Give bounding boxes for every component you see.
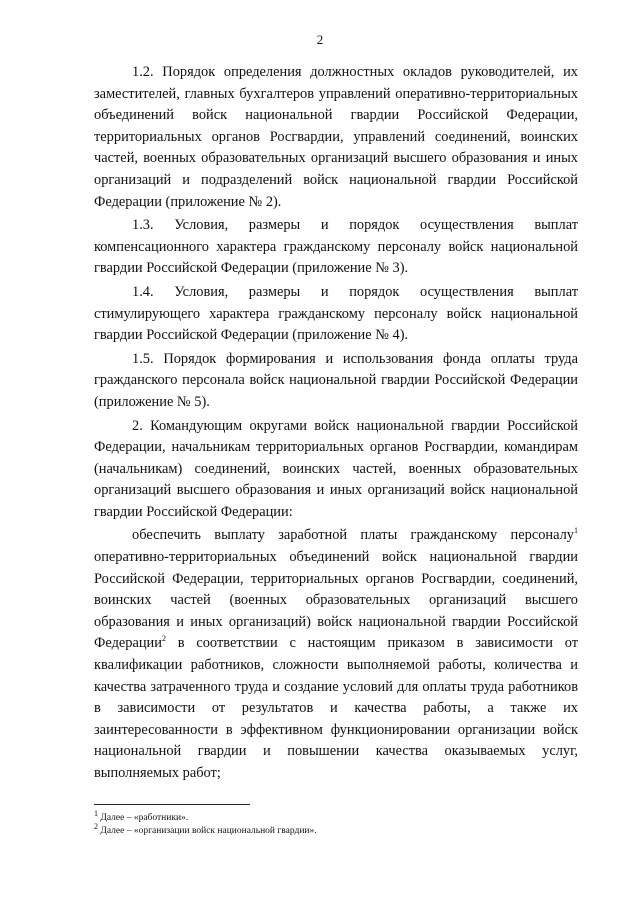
footnote-2	[94, 821, 578, 838]
footnote-mark: 2	[94, 821, 98, 831]
footnote-text: Далее – «организации войск национальной гвардии».	[98, 825, 317, 836]
footnote-ref-1: 1	[574, 526, 578, 536]
document-body	[94, 62, 578, 785]
footnote-separator	[94, 804, 250, 805]
page-number: 2	[316, 32, 324, 47]
footnote-1	[94, 808, 578, 825]
paragraph-provide-salary	[94, 525, 578, 784]
paragraph-1-3: 1.3. Условия, размеры и порядок осуществления выплат компенсационного характера гражданскому персоналу войск национальной гвардии Российской Федерации (приложение № 3).	[94, 217, 578, 277]
footnotes	[94, 808, 578, 837]
footnote-mark: 1	[94, 808, 98, 818]
paragraph-text-part-3: в соответствии с настоящим приказом в зависимости от квалификации работников, сложности выполняемой работы, количества и качества затраченного труда и создание условий для оплаты труда работников в зависимости от результатов и качества работы, а также их заинтересованности в эффективном функционировании организации войск национальной гвардии и повышении качества оказываемых услуг, выполняемых работ;	[94, 635, 578, 781]
paragraph-1-5: 1.5. Порядок формирования и использования фонда оплаты труда гражданского персонала войск национальной гвардии Российской Федерации (приложение № 5).	[94, 350, 578, 410]
footnote-text: Далее – «работники».	[98, 813, 189, 823]
paragraph-text-part-1: обеспечить выплату заработной платы гражданскому персоналу	[132, 527, 574, 544]
paragraph-1-2: 1.2. Порядок определения должностных окладов руководителей, их заместителей, главных бухгалтеров управлений оперативно-территориальных объединений войск национальной гвардии Российской Федерации, территориальных органов Росгвардии, управлений соединений, воинских частей, военных образовательных организаций высшего образования и иных организаций и подразделений войск национальной гвардии Российской Федерации (приложение № 2).	[94, 64, 578, 210]
footnote-ref-2: 2	[161, 634, 166, 644]
paragraph-1-4: 1.4. Условия, размеры и порядок осуществления выплат стимулирующего характера гражданскому персоналу войск национальной гвардии Российской Федерации (приложение № 4).	[94, 283, 578, 344]
paragraph-text-part-2: оперативно-территориальных объединений войск национальной гвардии Российской Федерации, территориальных органов Росгвардии, соединений, воинских частей (военных образовательных организаций высшего образования и иных организаций) войск национальной гвардии Российской Федерации	[94, 549, 578, 652]
paragraph-2: 2. Командующим округами войск национальной гвардии Российской Федерации, начальникам территориальных органов Росгвардии, командирам (начальникам) соединений, воинских частей, военных образовательных организаций высшего образования и иных организаций войск национальной гвардии Российской Федерации:	[94, 417, 578, 520]
